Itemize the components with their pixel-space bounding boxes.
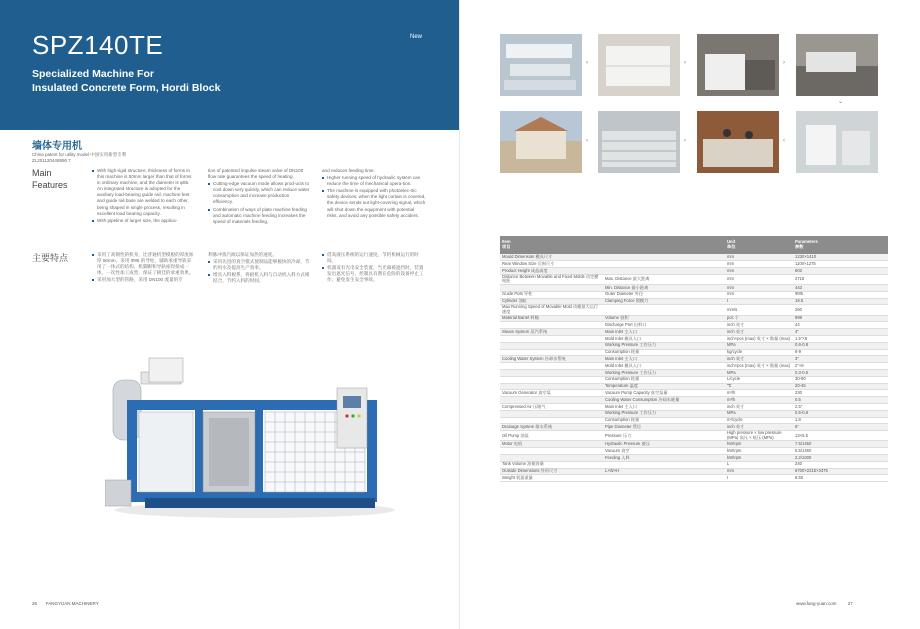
spec-row <box>500 397 888 404</box>
spec-row <box>500 383 888 390</box>
spec-cell-value: 0.5 <box>793 397 888 404</box>
spec-cell-unit: MPa <box>725 370 793 377</box>
spec-cell-sub <box>603 475 725 482</box>
spec-row <box>500 315 888 322</box>
spec-cell-unit: m³/h <box>725 390 793 397</box>
spec-cell-unit: mm <box>725 285 793 292</box>
cn-feature-paragraph: 采用先进的真空模式使制品能够极快的冷却，节约用水及提高生产效率。 <box>208 259 310 271</box>
spec-cell-unit: pcs 个 <box>725 315 793 322</box>
spec-cell-value: 6" <box>793 424 888 431</box>
spec-cell-value: 260 <box>793 305 888 315</box>
spec-cell-item: Motor 电机 <box>500 441 603 448</box>
spec-cell-sub: Hydraulic Pressure 液压 <box>603 441 725 448</box>
spec-cell-item <box>500 322 603 329</box>
spec-table <box>500 236 888 482</box>
header-param-cn: 参数 <box>795 244 804 249</box>
cn-product-title: 墙体专用机 <box>32 141 82 152</box>
spec-cell-value: 603 <box>793 268 888 275</box>
spec-cell-sub: Vacuum 真空 <box>603 448 725 455</box>
features-column-2 <box>208 168 310 226</box>
spec-cell-unit: mm <box>725 468 793 475</box>
spec-cell-value: 443 <box>793 285 888 292</box>
spec-cell-sub <box>603 254 725 261</box>
header-item <box>500 236 603 254</box>
spec-row <box>500 461 888 468</box>
spec-cell-value: 5.5/1450 <box>793 448 888 455</box>
cn-features-column-1 <box>92 252 194 284</box>
spec-cell-sub: Working Pressure 工作压力 <box>603 410 725 417</box>
spec-cell-item <box>500 397 603 404</box>
spec-row <box>500 363 888 370</box>
feature-paragraph: With pipeline of larger size, the applica- <box>92 218 194 224</box>
spec-cell-unit: MPa <box>725 342 793 349</box>
features-title-line-1: Main <box>32 168 52 178</box>
patent-line-1: China patent for utility model 中国实用新型专利 <box>32 152 127 157</box>
spec-row <box>500 322 888 329</box>
spec-row <box>500 404 888 411</box>
features-column-3 <box>322 168 426 220</box>
spec-cell-sub: Volume 容积 <box>603 315 725 322</box>
cn-features-column-3 <box>322 252 426 284</box>
spec-cell-value: Φ85 <box>793 291 888 298</box>
spec-cell-unit: kW/rpm <box>725 454 793 461</box>
spec-cell-value: 6700×2215×3475 <box>793 468 888 475</box>
arrow-right-icon: › <box>783 60 785 66</box>
spec-cell-sub: Pipe Diameter 管径 <box>603 424 725 431</box>
spec-cell-unit: mm <box>725 291 793 298</box>
spec-cell-sub: Main Inlet 主入口 <box>603 329 725 336</box>
spec-cell-value: 20-45 <box>793 383 888 390</box>
spec-cell-sub: Clamping Force 锁模力 <box>603 298 725 305</box>
spec-cell-sub: Pressure 压力 <box>603 431 725 441</box>
spec-cell-value: 1.8 <box>793 417 888 424</box>
spec-row <box>500 417 888 424</box>
spec-cell-item <box>500 336 603 343</box>
arrow-right-icon: › <box>586 60 588 66</box>
spec-cell-unit: mm <box>725 261 793 268</box>
spec-cell-value: 13×5.5 <box>793 431 888 441</box>
cn-feature-paragraph: 增具入料板系，将板机入料与自动机入料方式相结合，节约入料的时间。 <box>208 272 310 284</box>
spec-cell-sub: Working Pressure 工作压力 <box>603 342 725 349</box>
spec-cell-item: Cylinder 油缸 <box>500 298 603 305</box>
spec-cell-item <box>500 363 603 370</box>
spec-row <box>500 424 888 431</box>
spec-cell-item: Steam System 蒸汽系统 <box>500 329 603 336</box>
spec-cell-unit: inch 英寸 <box>725 329 793 336</box>
features-title-line-2: Features <box>32 180 68 190</box>
spec-table-body <box>500 236 888 482</box>
spec-cell-item: Compressed Air 压缩气 <box>500 404 603 411</box>
header-unit-cn: 单位 <box>727 244 736 249</box>
spec-cell-sub: Mold Inlet 模具入口 <box>603 363 725 370</box>
spec-row <box>500 468 888 475</box>
spec-cell-sub: Max. Distance 最大距离 <box>603 274 725 284</box>
features-title <box>32 167 68 191</box>
spec-row <box>500 254 888 261</box>
spec-cell-sub: Vacuum Pump Capacity 真空泵量 <box>603 390 725 397</box>
feature-paragraph: Cutting-edge vacuum mode allows prod-ucts to cool down very quickly, which can reduce water consumption and increase production efficiency. <box>208 181 310 205</box>
spec-cell-unit: L/cycle <box>725 376 793 383</box>
feature-paragraph: Higher running speed of hydraulic system can reduce the time of mechanical opera-tion. <box>322 175 426 187</box>
spec-cell-item <box>500 448 603 455</box>
spec-cell-unit: kW/rpm <box>725 441 793 448</box>
spec-cell-value: 2"×8 <box>793 363 888 370</box>
spec-cell-sub: Main Inlet 主入口 <box>603 404 725 411</box>
spec-row <box>500 291 888 298</box>
spec-cell-value: 44 <box>793 322 888 329</box>
spec-cell-value: 3" <box>793 356 888 363</box>
feature-paragraph: tion of patented impulse steam valve of DN100 flow rate guarantees the speed of heating. <box>208 168 304 180</box>
spec-cell-sub <box>603 261 725 268</box>
left-page-number: 26 <box>32 601 38 606</box>
spec-cell-unit: kW/rpm <box>725 448 793 455</box>
spec-cell-item <box>500 410 603 417</box>
spec-cell-sub: Working Pressure 工作压力 <box>603 370 725 377</box>
spec-cell-sub: Consumption 耗量 <box>603 417 725 424</box>
spec-row <box>500 390 888 397</box>
spec-row <box>500 329 888 336</box>
header-unit <box>725 236 793 254</box>
spec-cell-unit: inch×pcs (max) 英寸 × 数量 (max) <box>725 336 793 343</box>
spec-cell-item <box>500 376 603 383</box>
spec-cell-unit: MPa <box>725 410 793 417</box>
spec-cell-value: 0.3-0.5 <box>793 370 888 377</box>
spec-cell-unit: inch 英寸 <box>725 424 793 431</box>
cn-feature-paragraph: 采用加大型的管路，采用 DN100 流量的专 <box>92 277 194 283</box>
spec-row <box>500 475 888 482</box>
spec-cell-value: 2718 <box>793 274 888 284</box>
cn-feature-paragraph: 利脉冲蒸汽阀以保证加热的速度。 <box>208 252 277 257</box>
spec-cell-unit: m³/cycle <box>725 417 793 424</box>
spec-row <box>500 356 888 363</box>
spec-cell-sub: Feeding 入料 <box>603 454 725 461</box>
spec-row <box>500 454 888 461</box>
spec-cell-sub <box>603 305 725 315</box>
spec-cell-unit: ℃ <box>725 383 793 390</box>
spec-cell-sub: Cooling Water Consumption 冷却水耗量 <box>603 397 725 404</box>
spec-cell-sub <box>603 268 725 275</box>
right-footer-url: www.fang-yuan.com <box>796 601 837 606</box>
arrow-left-icon: ‹ <box>783 138 785 144</box>
feature-paragraph: and reduces feeding time. <box>322 168 375 173</box>
spec-cell-unit: inch 英寸 <box>725 322 793 329</box>
photo-workers-site <box>697 111 779 173</box>
spec-row <box>500 448 888 455</box>
spec-row <box>500 336 888 343</box>
spec-cell-sub: Mold Inlet 模具入口 <box>603 336 725 343</box>
spec-cell-value: 6-9 <box>793 349 888 356</box>
arrow-right-icon: › <box>684 60 686 66</box>
features-column-1 <box>92 168 194 225</box>
spec-cell-unit: inch 英寸 <box>725 356 793 363</box>
spec-cell-item: Tank Volume 油箱容量 <box>500 461 603 468</box>
spec-cell-sub: Discharge Port 出料口 <box>603 322 725 329</box>
spec-cell-value: 7.5/1450 <box>793 441 888 448</box>
photo-floor-slab <box>598 111 680 173</box>
photo-blocks-stacked <box>598 34 680 96</box>
spec-row <box>500 349 888 356</box>
header-item-en: Item <box>502 239 511 245</box>
right-footer <box>796 601 853 606</box>
spec-cell-item: Mould Dimension 模具尺寸 <box>500 254 603 261</box>
arrow-down-icon: ⌄ <box>838 99 844 105</box>
right-page-number: 27 <box>847 601 853 606</box>
spec-row <box>500 441 888 448</box>
feature-paragraph: With high-rigid structure, thickness of forms in this machine is 50mm larger than that of forms in ordinary machine, and the diameter is φ85. An integrated structure is adopted for the auxiliary load-bearing guide rail, machine feet and guide rail base are welded to each other, being shaped in single process, resulting in excellent load bearing capacity. <box>92 168 194 217</box>
spec-cell-unit: mm <box>725 268 793 275</box>
spec-cell-unit: mm <box>725 274 793 284</box>
spec-cell-item: Cooling Water System 冷却水系统 <box>500 356 603 363</box>
header-param-en: Parameters <box>795 239 818 245</box>
spec-cell-sub <box>603 461 725 468</box>
spec-cell-value: 0.6-0.8 <box>793 342 888 349</box>
spec-row <box>500 285 888 292</box>
arrow-left-icon: ‹ <box>586 138 588 144</box>
spec-cell-item <box>500 417 603 424</box>
spec-cell-item: Max Running Speed of Movable Mold 动模最大运行速度 <box>500 305 603 315</box>
spec-row <box>500 305 888 315</box>
spec-cell-item: Product Height 成品高度 <box>500 268 603 275</box>
spec-row <box>500 376 888 383</box>
photo-finished-villa <box>500 111 582 173</box>
spec-cell-value: 2.2/1000 <box>793 454 888 461</box>
new-tag: New <box>409 34 422 40</box>
spec-cell-sub: Outer Diameter 外径 <box>603 291 725 298</box>
spec-cell-item: Rear Window Size 后窗尺寸 <box>500 261 603 268</box>
spec-row <box>500 370 888 377</box>
subtitle-line-1: Specialized Machine For <box>32 68 154 80</box>
spec-cell-sub: Consumption 耗量 <box>603 349 725 356</box>
spec-cell-unit: mm <box>725 254 793 261</box>
spec-cell-value: 30-90 <box>793 376 888 383</box>
spec-cell-item: Outside Dimensions 外形尺寸 <box>500 468 603 475</box>
cn-features-title: 主要特点 <box>32 253 69 263</box>
header-param <box>793 236 888 254</box>
spec-cell-unit: t <box>725 475 793 482</box>
spec-cell-sub: L×W×H <box>603 468 725 475</box>
subtitle-line-2: Insulated Concrete Form, Hordi Block <box>32 82 221 94</box>
title-banner <box>0 0 460 130</box>
spec-cell-unit: m³/h <box>725 397 793 404</box>
spec-cell-sub: Temperature 温度 <box>603 383 725 390</box>
feature-paragraph: The machine is equipped with photoelec-tric safety devices; when the light curtain is covered, the device sends out light-covering signal, which will shut down the equipment with potential risks, and avoid any possible safety accident. <box>322 188 426 218</box>
spec-cell-item: Material Barrel 料桶 <box>500 315 603 322</box>
spec-row <box>500 342 888 349</box>
header-blank <box>603 236 725 254</box>
cn-feature-paragraph: 采用了高钢性的机身，比普通机型模板的厚度加厚 50mm，采用 Φ85 的导柱，辅助承重导轨采用了一体式的结构，机脚跟和导轨座焊接成一体，一次性加工成型，保证了极佳的承重效果。 <box>92 252 194 276</box>
spec-cell-value: 2.5" <box>793 404 888 411</box>
model-name: SPZ140TE <box>32 30 164 60</box>
spec-cell-unit: High pressure × low pressure (MPa) 高压 × 低压 (MPa) <box>725 431 793 441</box>
spec-row <box>500 274 888 284</box>
spec-cell-item: Oil Pump 油泵 <box>500 431 603 441</box>
cn-feature-paragraph: 机器设有光电安全装置，当光幕被遮挡时，装置发出遮光信号，控制具有潜在危险的设备停止工作，避免发生安全事故。 <box>322 265 426 283</box>
spec-cell-sub: Consumption 耗量 <box>603 376 725 383</box>
photo-site-formwork <box>796 34 878 96</box>
spec-cell-item: Guide Post 导柱 <box>500 291 603 298</box>
feature-paragraph: Combination of ways of plate machine feeding and automatic machine feeding increases the speed of materials feeding, <box>208 207 310 225</box>
photo-wall-construction <box>697 34 779 96</box>
photo-icf-mould <box>500 34 582 96</box>
spec-cell-unit: inch×pcs (max) 英寸 × 数量 (max) <box>725 363 793 370</box>
spec-cell-item <box>500 349 603 356</box>
spec-cell-value: 0.5-0.8 <box>793 410 888 417</box>
spec-cell-value: 1100×1275 <box>793 261 888 268</box>
product-subtitle <box>32 67 220 95</box>
cn-feature-paragraph: 借高液压系统的运行速度，节约机械运行的时间。 <box>322 252 426 264</box>
spec-cell-item: Drainage System 排水系统 <box>500 424 603 431</box>
machine-illustration <box>105 352 400 522</box>
spec-cell-value: 999 <box>793 315 888 322</box>
spec-cell-value: 8.50 <box>793 475 888 482</box>
spec-cell-value: 1230×1410 <box>793 254 888 261</box>
spec-cell-value: 240 <box>793 461 888 468</box>
spec-cell-unit: kg/cycle <box>725 349 793 356</box>
patent-info <box>32 152 126 164</box>
spec-row <box>500 431 888 441</box>
spec-cell-item: Distance Between Movable and Fixed Molds 动定模间距 <box>500 274 603 284</box>
header-item-cn: 项目 <box>502 244 511 249</box>
spec-cell-unit: t <box>725 298 793 305</box>
spec-cell-item <box>500 342 603 349</box>
spec-cell-item <box>500 370 603 377</box>
spec-cell-value: 19.5 <box>793 298 888 305</box>
spec-cell-unit: mm/s <box>725 305 793 315</box>
spec-table-header <box>500 236 888 254</box>
spec-row <box>500 261 888 268</box>
spec-cell-item: Vacuum Generator 真空泵 <box>500 390 603 397</box>
spec-cell-sub: Min. Distance 最小距离 <box>603 285 725 292</box>
spec-cell-value: 4" <box>793 329 888 336</box>
header-unit-en: Unit <box>727 239 736 245</box>
spec-cell-unit: inch 英寸 <box>725 404 793 411</box>
spec-row <box>500 410 888 417</box>
spec-cell-value: 230 <box>793 390 888 397</box>
arrow-left-icon: ‹ <box>684 138 686 144</box>
left-footer-brand: FANGYUAN MACHINERY <box>45 601 99 606</box>
cn-features-column-2 <box>208 252 310 285</box>
spec-cell-sub: Main Inlet 主入口 <box>603 356 725 363</box>
spec-cell-value: 1.5"×8 <box>793 336 888 343</box>
left-footer <box>32 601 99 606</box>
spec-cell-unit: L <box>725 461 793 468</box>
spec-cell-item <box>500 383 603 390</box>
spec-cell-item: Weight 机器重量 <box>500 475 603 482</box>
patent-line-2: ZL201120448990.7 <box>32 158 71 163</box>
photo-icf-walls <box>796 111 878 173</box>
